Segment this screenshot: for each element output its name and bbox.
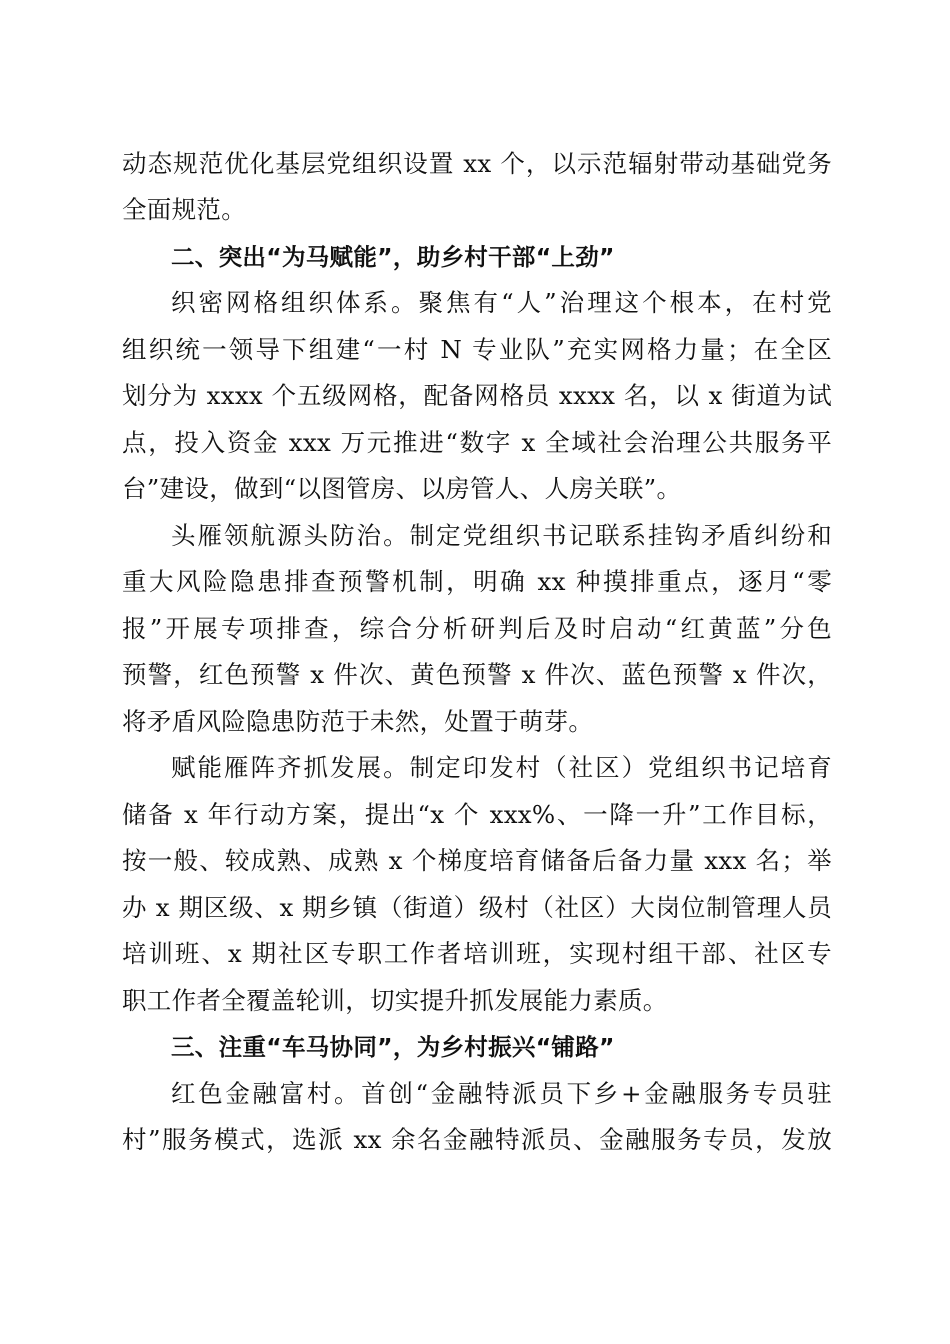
body-text-line: 组织统一领导下组建“一村 N 专业队”充实网格力量；在全区	[122, 335, 832, 364]
body-text-line: 划分为 xxxx 个五级网格，配备网格员 xxxx 名，以 x 街道为试	[122, 381, 832, 410]
body-text-line: 预警，红色预警 x 件次、黄色预警 x 件次、蓝色预警 x 件次，	[122, 660, 832, 689]
paragraph-first-line: 头雁领航源头防治。制定党组织书记联系挂钩矛盾纠纷和	[171, 521, 832, 550]
body-text-line: 储备 x 年行动方案，提出“x 个 xxx%、一降一升”工作目标，	[122, 800, 832, 829]
body-text-line: 村”服务模式，选派 xx 余名金融特派员、金融服务专员，发放	[122, 1125, 832, 1154]
body-text-line: 重大风险隐患排查预警机制，明确 xx 种摸排重点，逐月“零	[122, 567, 832, 596]
body-text-line: 报”开展专项排查，综合分析研判后及时启动“红黄蓝”分色	[122, 614, 832, 643]
section-heading-3: 三、注重“车马协同”，为乡村振兴“铺路”	[171, 1033, 615, 1061]
body-text-line: 全面规范。	[122, 195, 246, 224]
body-text-line: 职工作者全覆盖轮训，切实提升抓发展能力素质。	[122, 986, 668, 1015]
body-text-line: 动态规范优化基层党组织设置 xx 个，以示范辐射带动基础党务	[122, 149, 832, 178]
body-text-line: 将矛盾风险隐患防范于未然，处置于萌芽。	[122, 707, 594, 736]
paragraph-first-line: 织密网格组织体系。聚焦有“人”治理这个根本，在村党	[171, 288, 832, 317]
paragraph-first-line: 红色金融富村。首创“金融特派员下乡+金融服务专员驻	[171, 1079, 832, 1108]
body-text-line: 台”建设，做到“以图管房、以房管人、人房关联”。	[122, 474, 682, 503]
body-text-line: 培训班、x 期社区专职工作者培训班，实现村组干部、社区专	[122, 939, 832, 968]
paragraph-first-line: 赋能雁阵齐抓发展。制定印发村（社区）党组织书记培育	[171, 753, 832, 782]
body-text-line: 按一般、较成熟、成熟 x 个梯度培育储备后备力量 xxx 名；举	[122, 846, 832, 875]
body-text-line: 办 x 期区级、x 期乡镇（街道）级村（社区）大岗位制管理人员	[122, 893, 832, 922]
section-heading-2: 二、突出“为马赋能”，助乡村干部“上劲”	[171, 243, 615, 271]
body-text-line: 点，投入资金 xxx 万元推进“数字 x 全域社会治理公共服务平	[122, 428, 832, 457]
